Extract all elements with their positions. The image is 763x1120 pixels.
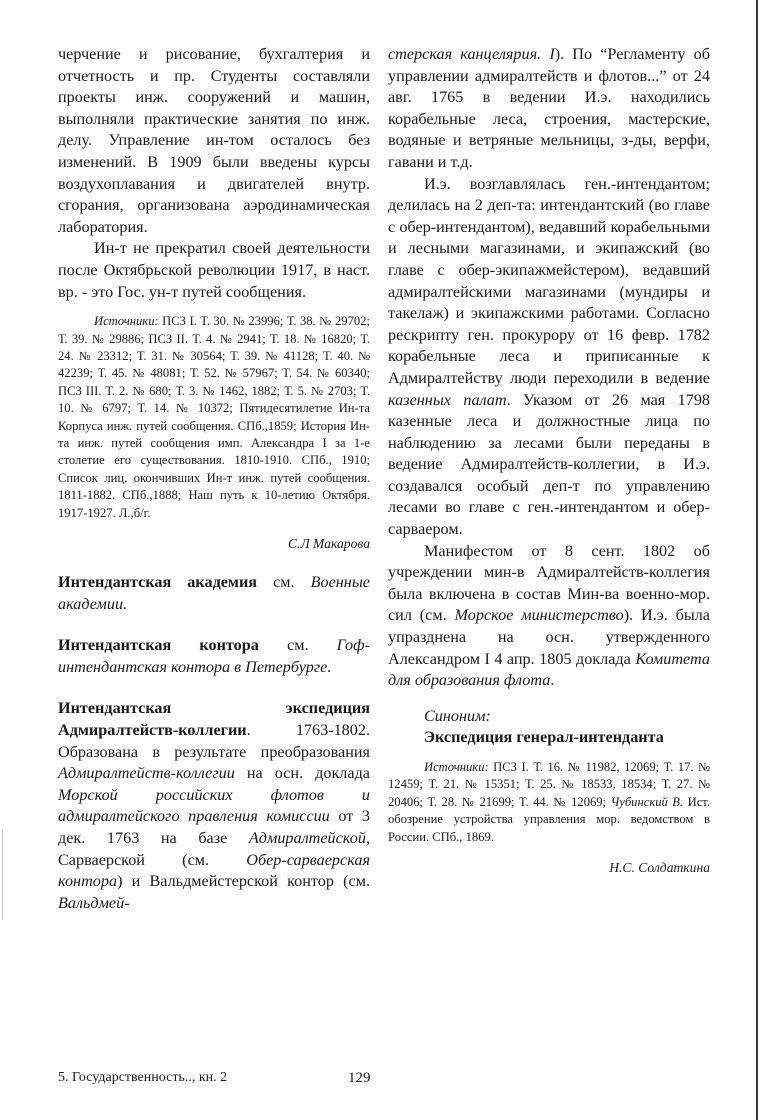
source-author-reference: Чубинский В. xyxy=(610,794,684,809)
main-entry-dates: . 1763-1802. xyxy=(246,720,370,739)
cross-reference: Морское министерство xyxy=(454,606,624,625)
structure-paragraph: И.э. возглавлялась ген.-интендантом; делилась на 2 деп-та: интендантский (во главе с обер-интендантом), ведавший корабельными и лесными магазинами, и экипажский (во главе с обер-экипажмейстером), ведавший адмиралтейскими магазинами (мундиры и такелаж) и экипажскими работами. Согласно рескрипту ген. прокурору от 16 февр. 1782 корабельные леса и приписанные к Адмиралтейству люди переходили в ведение казенных палат. Указом от 26 мая 1798 казенные леса и должностные лица по наблюдению за лесами были переданы в ведение Адмиралтейств-коллегии, в И.э. создавался особый деп-т по управлению лесами во главе с ген.-интендантом и обер-сарваером. xyxy=(388,174,711,539)
sources-label: Источники: xyxy=(424,760,489,774)
sources-text: Источники: ПСЗ I. Т. 16. № 11982, 12069; Т. 17. № 12459; Т. 21. № 15351; Т. 25. № 18533, 18534; Т. 27. № 20406; Т. 28. № 21699; Т. 44. № 12069; Чубинский В. Ист. обозрение устройства управления мор. ведомством в России. СПб., 1869. xyxy=(388,760,710,844)
closing-paragraph: Ин-т не прекратил своей деятельности после Октябрьской революции 1917, в наст. вр. - это Гос. ун-т путей сообщения. xyxy=(58,239,370,301)
page-number: 129 xyxy=(348,1070,371,1086)
cross-reference: казенных палат xyxy=(388,390,507,409)
cross-reference: Военные академии. xyxy=(58,573,370,613)
continuation-paragraph: черчение и рисование, бухгалтерия и отчетность и пр. Студенты составляли проекты инж. сооружений и машин, выполняли практические занятия по инж. делу. Управление ин-том осталось без изменений. В 1909 были введены курсы воздухоплавания и двигателей внутр. сгорания, организована аэродинамическая лаборатория. xyxy=(58,45,370,236)
synonym-term: Экспедиция генерал-интенданта xyxy=(424,728,664,747)
dictionary-entry: Интендантская контора см. Гоф-интендантская контора в Петербурге. xyxy=(58,636,370,676)
cross-reference: Адмиралтейств-коллегии xyxy=(58,764,235,783)
synonym-label: Синоним: xyxy=(424,706,491,725)
entry-term: Интендантская контора xyxy=(58,636,259,655)
article-author: С.Л Макарова xyxy=(287,536,370,551)
continued-paragraph: стерская канцелярия. I). По “Регламенту об управлении адмиралтейств и флотов...” от 24 авг. 1765 в ведении И.э. находились корабельные леса, строения, мастерские, водяные и ветряные мельницы, з-ды, верфи, гавани и т.д. xyxy=(388,45,710,171)
sources-text: Источники: ПСЗ I. Т. 30. № 23996; Т. 38. № 29702; Т. 39. № 29886; ПСЗ II. Т. 4. № 2941; Т. 18. № 16820; Т. 24. № 23312; Т. 31. № 30564; Т. 39. № 41128; Т. 40. № 42239; Т. 45. № 48081; Т. 52. № 57967; Т. 54. № 60340; ПСЗ III. Т. 2. № 680; Т. 3. № 1462, 1882; Т. 5. № 2703; Т. 10. № 6797; Т. 14. № 10372; Пятидесятилетие Ин-та Корпуса инж. путей сообщения. СПб.,1859; История Ин-та инж. путей сообщения имп. Александра I за 1-е столетие его существования. 1810-1910. СПб., 1910; Список лиц, окончивших Ин-т инж. путей сообщения. 1811-1882. СПб.,1888; Наш путь к 10-летию Октября. 1917-1927. Л.,б/г. xyxy=(58,314,370,520)
entry-term: Интендантская академия xyxy=(58,573,258,591)
cross-reference: Адмиралтейской xyxy=(248,828,366,847)
main-entry: Интендантская экспедиция Адмиралтейств-коллегии. 1763-1802. Образована в результате преобразования Адмиралтейств-коллегии на осн. доклада Морской российских флотов и адмиралтейского правления комиссии от 3 дек. 1763 на базе Адмиралтейской, Сарваерской (см. Обер-сарваерская контора) и Вальдмейстерской контор (см. Вальдмей- xyxy=(58,699,370,912)
cross-reference: Обер-сарваерская контора xyxy=(58,850,370,891)
dictionary-entry: Интендантская академия см. Военные академии. xyxy=(58,573,370,613)
cross-reference: Вальдмей- xyxy=(58,893,130,912)
abolition-paragraph: Манифестом от 8 сент. 1802 об учреждении мин-в Адмиралтейств-коллегия была включена в состав Мин-ва военно-мор. сил (см. Морское министерство). И.э. была упразднена на осн. утвержденного Александром I 4 апр. 1805 доклада Комитета для образования флота. xyxy=(388,541,710,690)
page-edge-line xyxy=(756,0,758,1120)
sources-block xyxy=(58,313,370,522)
sources-block xyxy=(388,759,710,846)
left-column xyxy=(58,44,370,914)
cross-reference: Комитета для образования флота xyxy=(388,649,710,690)
footer-signature: 5. Государственность.., кн. 2 xyxy=(58,1070,228,1085)
sources-label: Источники: xyxy=(94,314,159,329)
right-column xyxy=(388,44,710,876)
cross-reference: Морской российских флотов и адмиралтейского правления комиссии xyxy=(58,785,370,826)
cross-reference: Гоф-интендантская контора в Петербурге. xyxy=(58,636,370,676)
scan-edge-mark xyxy=(2,830,3,920)
main-entry-term: Интендантская экспедиция Адмиралтейств-коллегии xyxy=(58,699,370,739)
cross-reference: стерская канцелярия. I xyxy=(388,45,555,63)
article-author: Н.С. Солдаткина xyxy=(609,860,710,876)
